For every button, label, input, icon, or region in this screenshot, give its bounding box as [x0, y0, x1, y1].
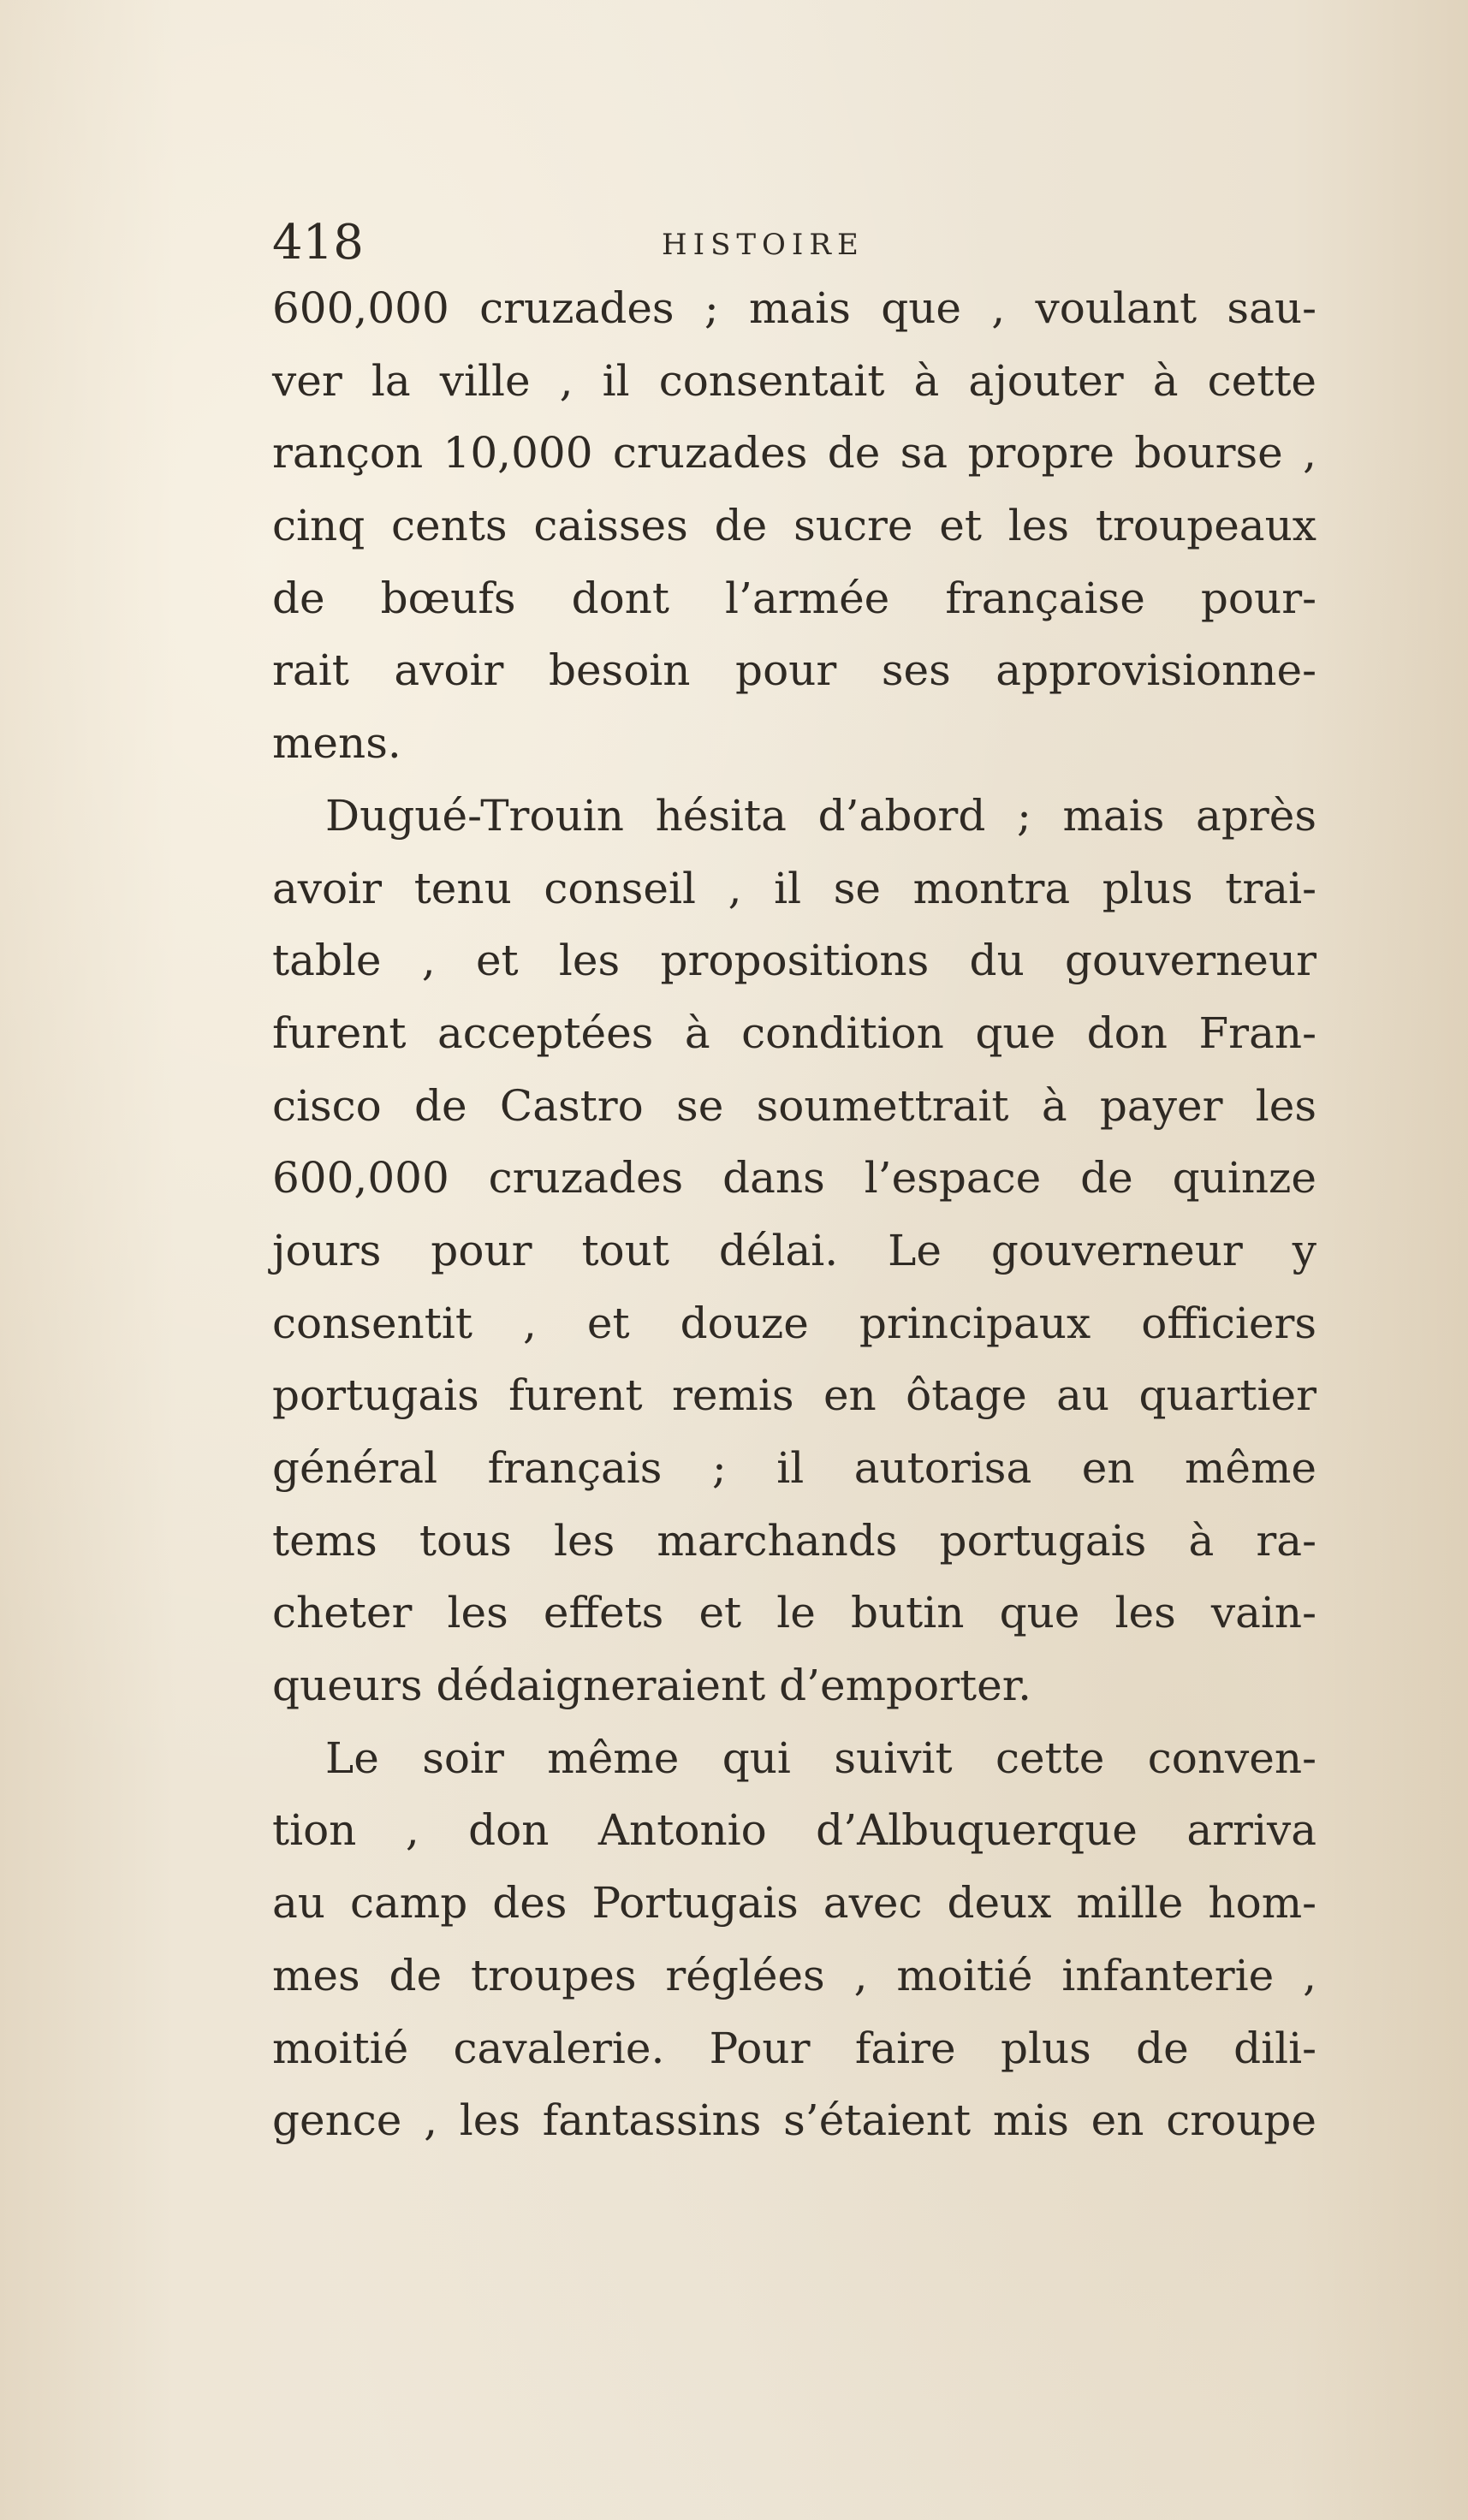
text-line: avoir tenu conseil , il se montra plus trai-	[272, 863, 1316, 913]
body-text	[272, 272, 1316, 2157]
text-line: 600,000 cruzades dans l’espace de quinze	[272, 1153, 1316, 1204]
text-line: queurs dédaigneraient d’emporter.	[272, 1661, 1032, 1711]
page-number: 418	[272, 215, 364, 270]
text-line: mes de troupes réglées , moitié infanterie ,	[272, 1950, 1316, 2000]
text-line: mens.	[272, 718, 401, 769]
text-line: 600,000 cruzades ; mais que , voulant sau-	[272, 283, 1316, 333]
text-line: cinq cents caisses de sucre et les troupeaux	[272, 501, 1316, 551]
text-line: consentit , et douze principaux officiers	[272, 1298, 1316, 1348]
text-line: tion , don Antonio d’Albuquerque arriva	[272, 1805, 1316, 1856]
text-line: rançon 10,000 cruzades de sa propre bourse ,	[272, 428, 1316, 478]
text-line: portugais furent remis en ôtage au quartier	[272, 1370, 1316, 1421]
text-line: de bœufs dont l’armée française pour-	[272, 573, 1316, 623]
text-line: cisco de Castro se soumettrait à payer les	[272, 1080, 1316, 1131]
text-line: ver la ville , il consentait à ajouter à cette	[272, 355, 1316, 406]
text-line: général français ; il autorisa en même	[272, 1443, 1316, 1493]
text-line: table , et les propositions du gouverneur	[272, 936, 1316, 986]
text-line: au camp des Portugais avec deux mille hom-	[272, 1878, 1316, 1929]
text-line: jours pour tout délai. Le gouverneur y	[272, 1225, 1316, 1275]
page-header	[272, 212, 1316, 274]
text-line: Dugué-Trouin hésita d’abord ; mais après	[325, 790, 1316, 841]
running-head: HISTOIRE	[662, 228, 865, 262]
text-line: rait avoir besoin pour ses approvisionne-	[272, 645, 1316, 696]
text-line: furent acceptées à condition que don Fran-	[272, 1007, 1316, 1058]
text-line: moitié cavalerie. Pour faire plus de dili-	[272, 2023, 1316, 2073]
text-line: cheter les effets et le butin que les vain-	[272, 1588, 1316, 1638]
text-line: Le soir même qui suivit cette conven-	[325, 1732, 1316, 1783]
text-line: gence , les fantassins s’étaient mis en croupe	[272, 2095, 1316, 2146]
text-line: tems tous les marchands portugais à ra-	[272, 1515, 1316, 1566]
